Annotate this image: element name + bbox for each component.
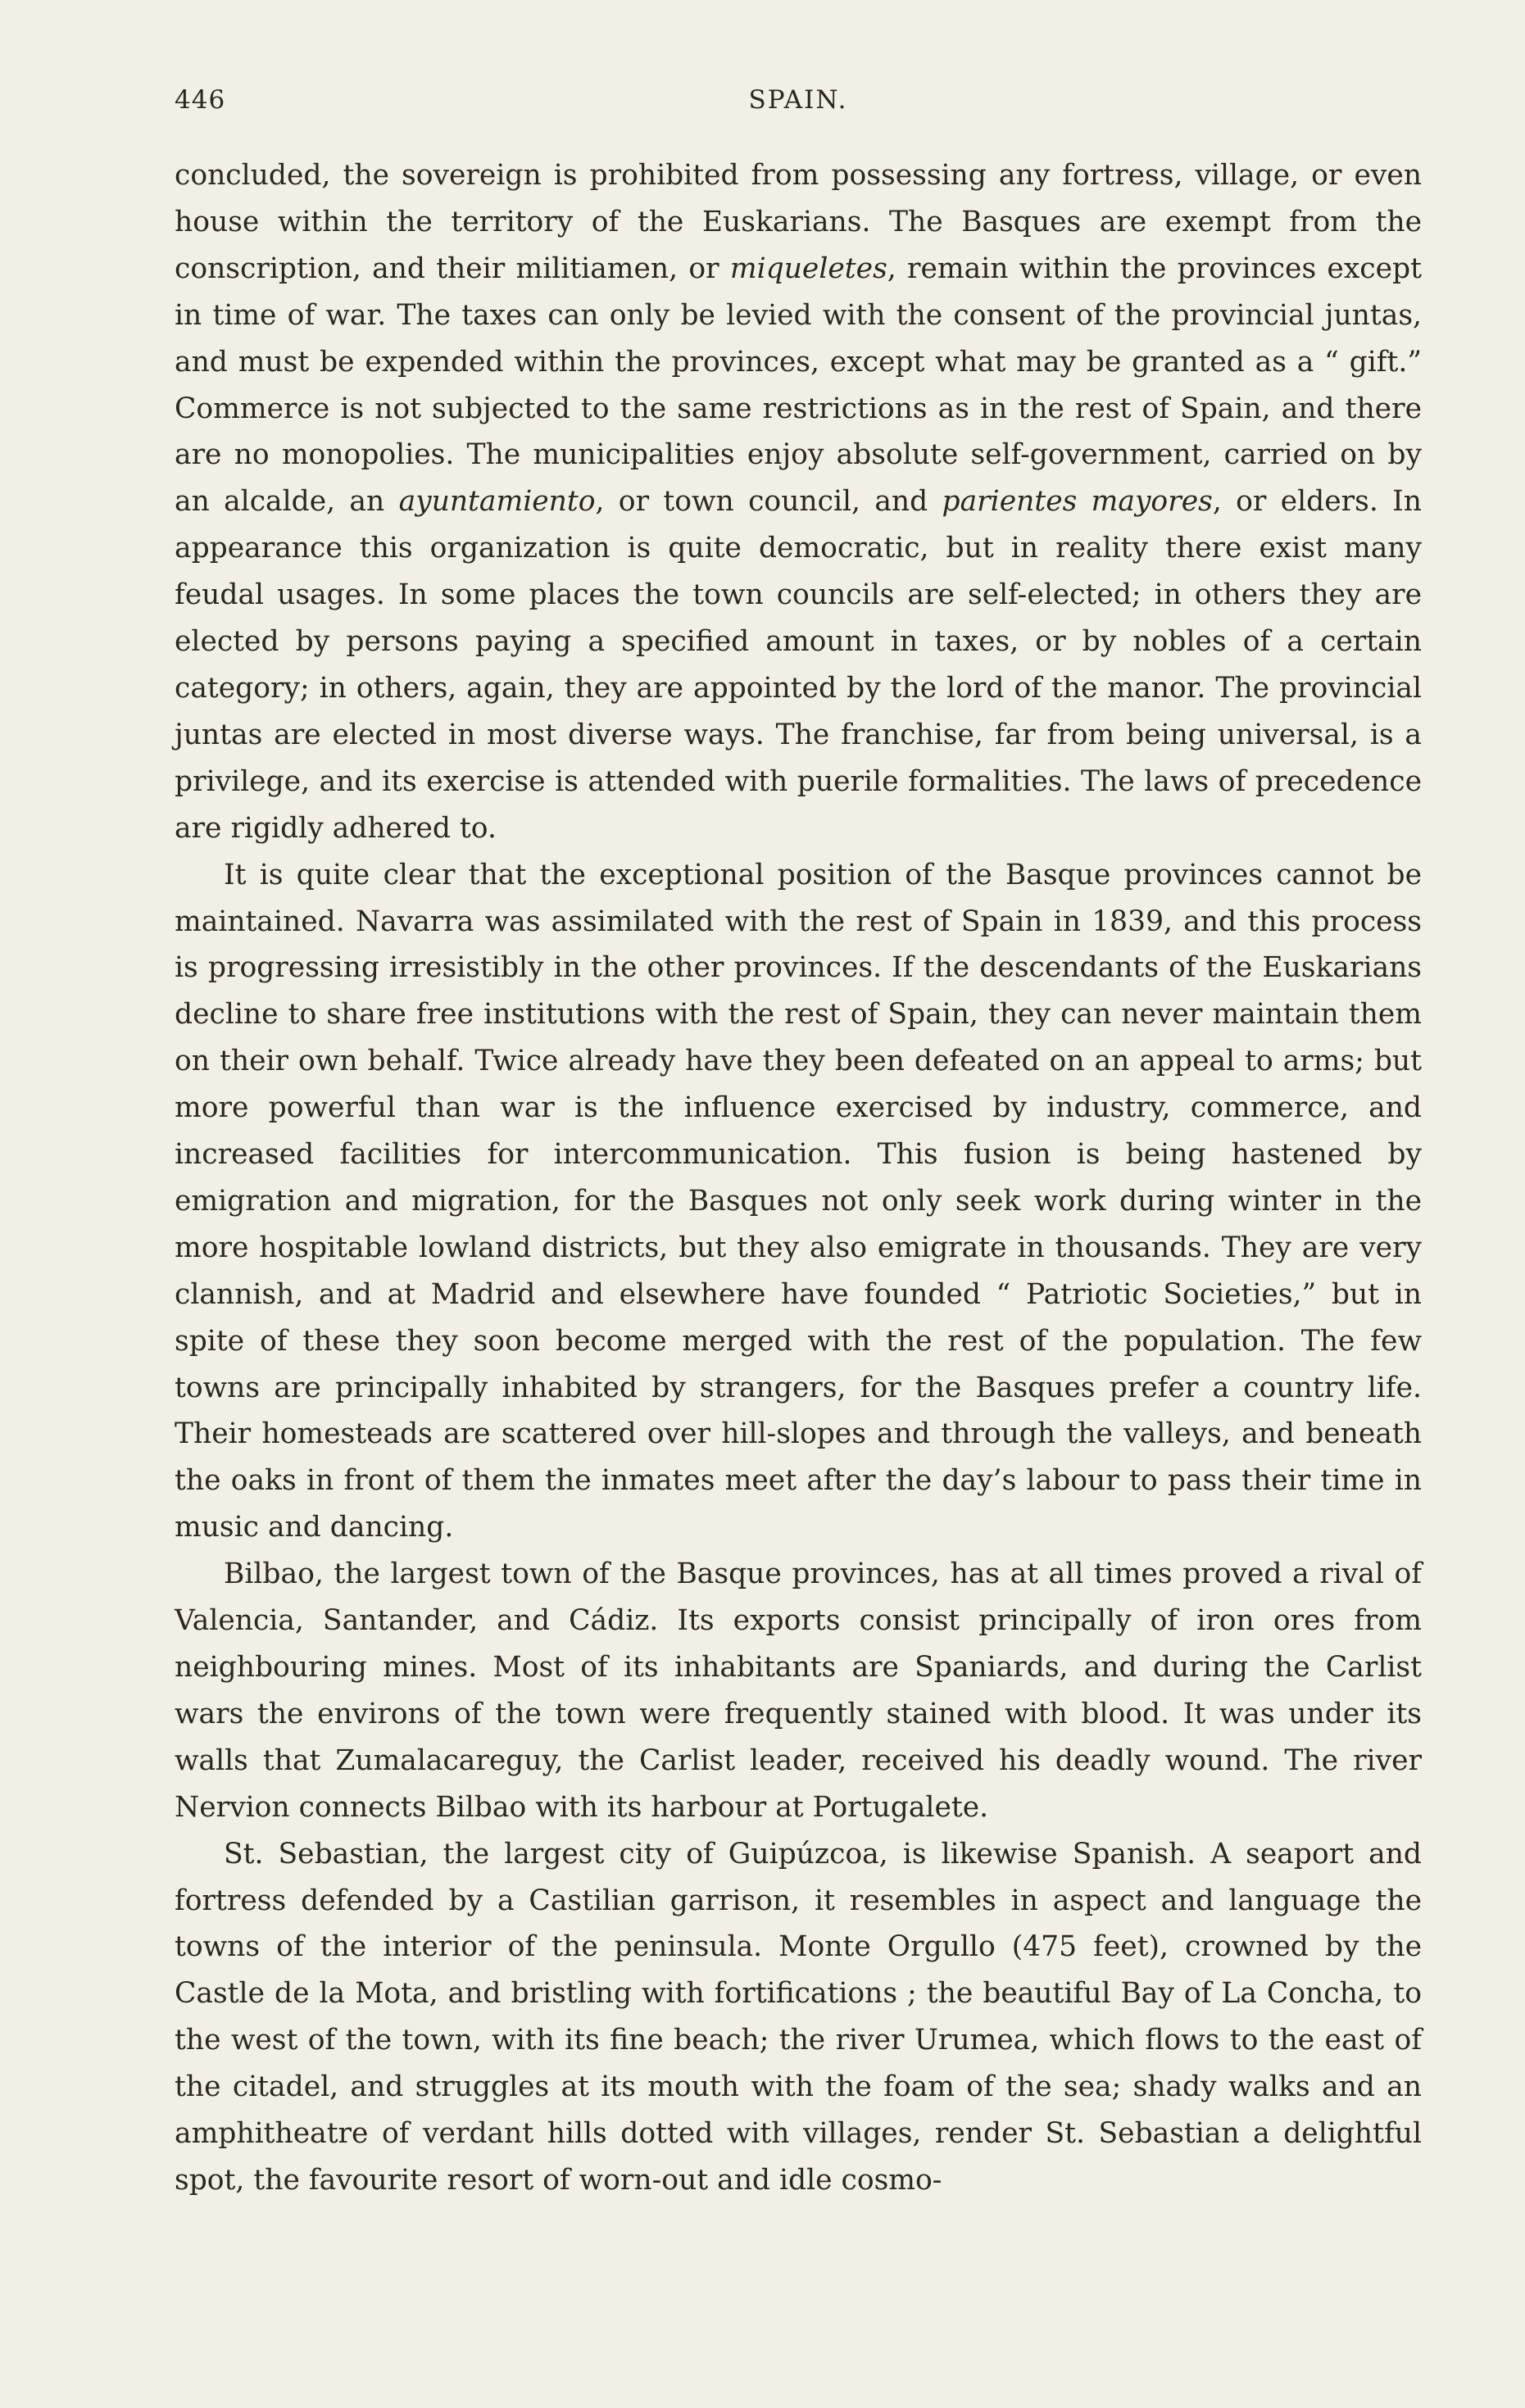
paragraph-1: [175, 152, 1422, 852]
paragraph-3: [175, 1551, 1422, 1830]
text-run: , remain within the provinces except in time of war. The taxes can only be levied with the consent of the provincial juntas, and must be expended within the provinces, except what may be granted as a “ gift.” Commerce is not subjected to the same restrictions as in the rest of Spain, and there are no monopolies. The municipalities enjoy absolute self-government, carried on by an alcalde, an: [175, 252, 1422, 519]
text-run: It is quite clear that the exceptional position of the Basque provinces cannot be maintained. Navarra was assimilated with the rest of Spain in 1839, and this process is progressing irresistibly in the other provinces. If the descendants of the Euskarians decline to share free institutions with the rest of Spain, they can never maintain them on their own behalf. Twice already have they been defeated on an appeal to arms; but more powerful than war is the influence exercised by industry, commerce, and increased facilities for intercommunication. This fusion is being hastened by emigration and migration, for the Basques not only seek work during winter in the more hospitable lowland districts, but they also emigrate in thousands. They are very clannish, and at Madrid and elsewhere have founded “ Patriotic Societies,” but in spite of these they soon become merged with the rest of the population. The few towns are principally inhabited by strangers, for the Basques prefer a country life. Their homesteads are scattered over hill-slopes and through the valleys, and beneath the oaks in front of them the inmates meet after the day’s labour to pass their time in music and dancing.: [175, 858, 1422, 1544]
running-head: SPAIN.: [748, 85, 848, 115]
page-number: 446: [175, 85, 226, 115]
paragraph-4: [175, 1831, 1422, 2204]
text-run: , or elders. In appearance this organization is quite democratic, but in reality there exist many feudal usages. In some places the town councils are self-elected; in others they are elected by persons paying a specified amount in taxes, or by nobles of a certain category; in others, again, they are appointed by the lord of the manor. The provincial juntas are elected in most diverse ways. The franchise, far from being universal, is a privilege, and its exercise is attended with puerile formalities. The laws of precedence are rigidly adhered to.: [175, 485, 1422, 845]
text-run: concluded, the sovereign is prohibited from possessing any fortress, village, or even house within the territory of the Euskarians. The Basques are exempt from the conscription, and their militiamen, or: [175, 159, 1422, 285]
text-run: Bilbao, the largest town of the Basque provinces, has at all times proved a rival of Valencia, Santander, and Cádiz. Its exports consist principally of iron ores from neighbouring mines. Most of its inhabitants are Spaniards, and during the Carlist wars the environs of the town were frequently stained with blood. It was under its walls that Zumalacareguy, the Carlist leader, received his deadly wound. The river Nervion connects Bilbao with its harbour at Portugalete.: [175, 1558, 1422, 1824]
italic-term-miqueletes: miqueletes: [729, 252, 887, 285]
body-text: [175, 152, 1422, 2204]
italic-term-parientes-mayores: parientes mayores: [942, 485, 1213, 519]
page-header: [175, 85, 1422, 125]
paragraph-2: [175, 852, 1422, 1552]
italic-term-ayuntamiento: ayuntamiento: [398, 485, 596, 519]
text-run: , or town council, and: [595, 485, 942, 519]
text-run: St. Sebastian, the largest city of Guipúzcoa, is likewise Spanish. A seaport and fortress defended by a Castilian garrison, it resembles in aspect and language the towns of the interior of the peninsula. Monte Orgullo (475 feet), crowned by the Castle de la Mota, and bristling with fortifications ; the beautiful Bay of La Concha, to the west of the town, with its fine beach; the river Urumea, which flows to the east of the citadel, and struggles at its mouth with the foam of the sea; shady walks and an amphitheatre of verdant hills dotted with villages, render St. Sebastian a delightful spot, the favourite resort of worn-out and idle cosmo-: [175, 1837, 1422, 2197]
